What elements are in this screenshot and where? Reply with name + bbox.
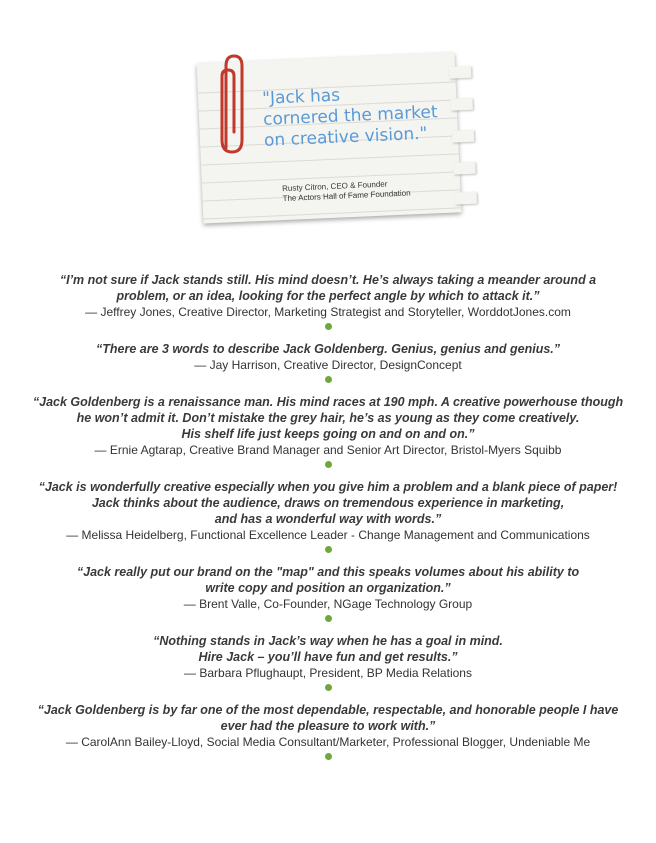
testimonial — [20, 479, 636, 553]
testimonial-author: — CarolAnn Bailey-Lloyd, Social Media Consultant/Marketer, Professional Blogger, Undeniable Me — [65, 735, 591, 749]
testimonial-author: — Jeffrey Jones, Creative Director, Marketing Strategist and Storyteller, WorddotJones.com — [85, 305, 571, 319]
separator-dot-icon — [325, 615, 332, 622]
featured-quote-card — [192, 48, 478, 226]
testimonial-quote: “I’m not sure if Jack stands still. His mind doesn’t. He’s always taking a meander around a problem, or an idea, looking for the perfect angle by which to attack it.” — [59, 273, 597, 303]
testimonial-author: — Barbara Pflughaupt, President, BP Media Relations — [184, 666, 472, 680]
testimonial — [20, 564, 636, 622]
featured-quote-text: "Jack has cornered the market on creative vision." — [261, 85, 438, 151]
testimonial — [20, 633, 636, 691]
testimonial-author: — Melissa Heidelberg, Functional Excellence Leader - Change Management and Communications — [66, 528, 590, 542]
testimonial-author: — Brent Valle, Co-Founder, NGage Technology Group — [183, 597, 473, 611]
testimonial — [20, 341, 636, 383]
separator-dot-icon — [325, 376, 332, 383]
testimonial-quote: “Jack really put our brand on the "map" and this speaks volumes about his ability to write copy and position an organization.” — [76, 565, 580, 595]
testimonial — [20, 394, 636, 468]
testimonial-author: — Ernie Agtarap, Creative Brand Manager and Senior Art Director, Bristol-Myers Squibb — [94, 443, 562, 457]
separator-dot-icon — [325, 461, 332, 468]
separator-dot-icon — [325, 684, 332, 691]
torn-edge-tab — [449, 66, 472, 79]
featured-quote-credit: Rusty Citron, CEO & Founder The Actors Hall of Fame Foundation — [281, 179, 411, 204]
testimonial — [20, 272, 636, 330]
separator-dot-icon — [325, 546, 332, 553]
torn-edge-tab — [453, 162, 476, 175]
separator-dot-icon — [325, 323, 332, 330]
testimonial-quote: “Jack Goldenberg is a renaissance man. His mind races at 190 mph. A creative powerhouse though he won’t admit it. Don’t mistake the grey hair, he’s as young as they come creatively. His shelf life just keeps going on and on and on.” — [32, 395, 624, 441]
paperclip-icon — [218, 52, 246, 156]
testimonial-quote: “Jack Goldenberg is by far one of the most dependable, respectable, and honorable people I have ever had the pleasure to work with.” — [37, 703, 619, 733]
testimonial-author: — Jay Harrison, Creative Director, DesignConcept — [194, 358, 462, 372]
testimonial-list — [20, 272, 636, 771]
testimonial-quote: “There are 3 words to describe Jack Goldenberg. Genius, genius and genius.” — [95, 342, 560, 356]
separator-dot-icon — [325, 753, 332, 760]
testimonial-quote: “Nothing stands in Jack’s way when he has a goal in mind. Hire Jack – you’ll have fun and get results.” — [153, 634, 503, 664]
testimonial-quote: “Jack is wonderfully creative especially when you give him a problem and a blank piece of paper! Jack thinks about the audience, draws on tremendous experience in marketing, and has a wonderful way with words.” — [38, 480, 618, 526]
testimonial — [20, 702, 636, 760]
